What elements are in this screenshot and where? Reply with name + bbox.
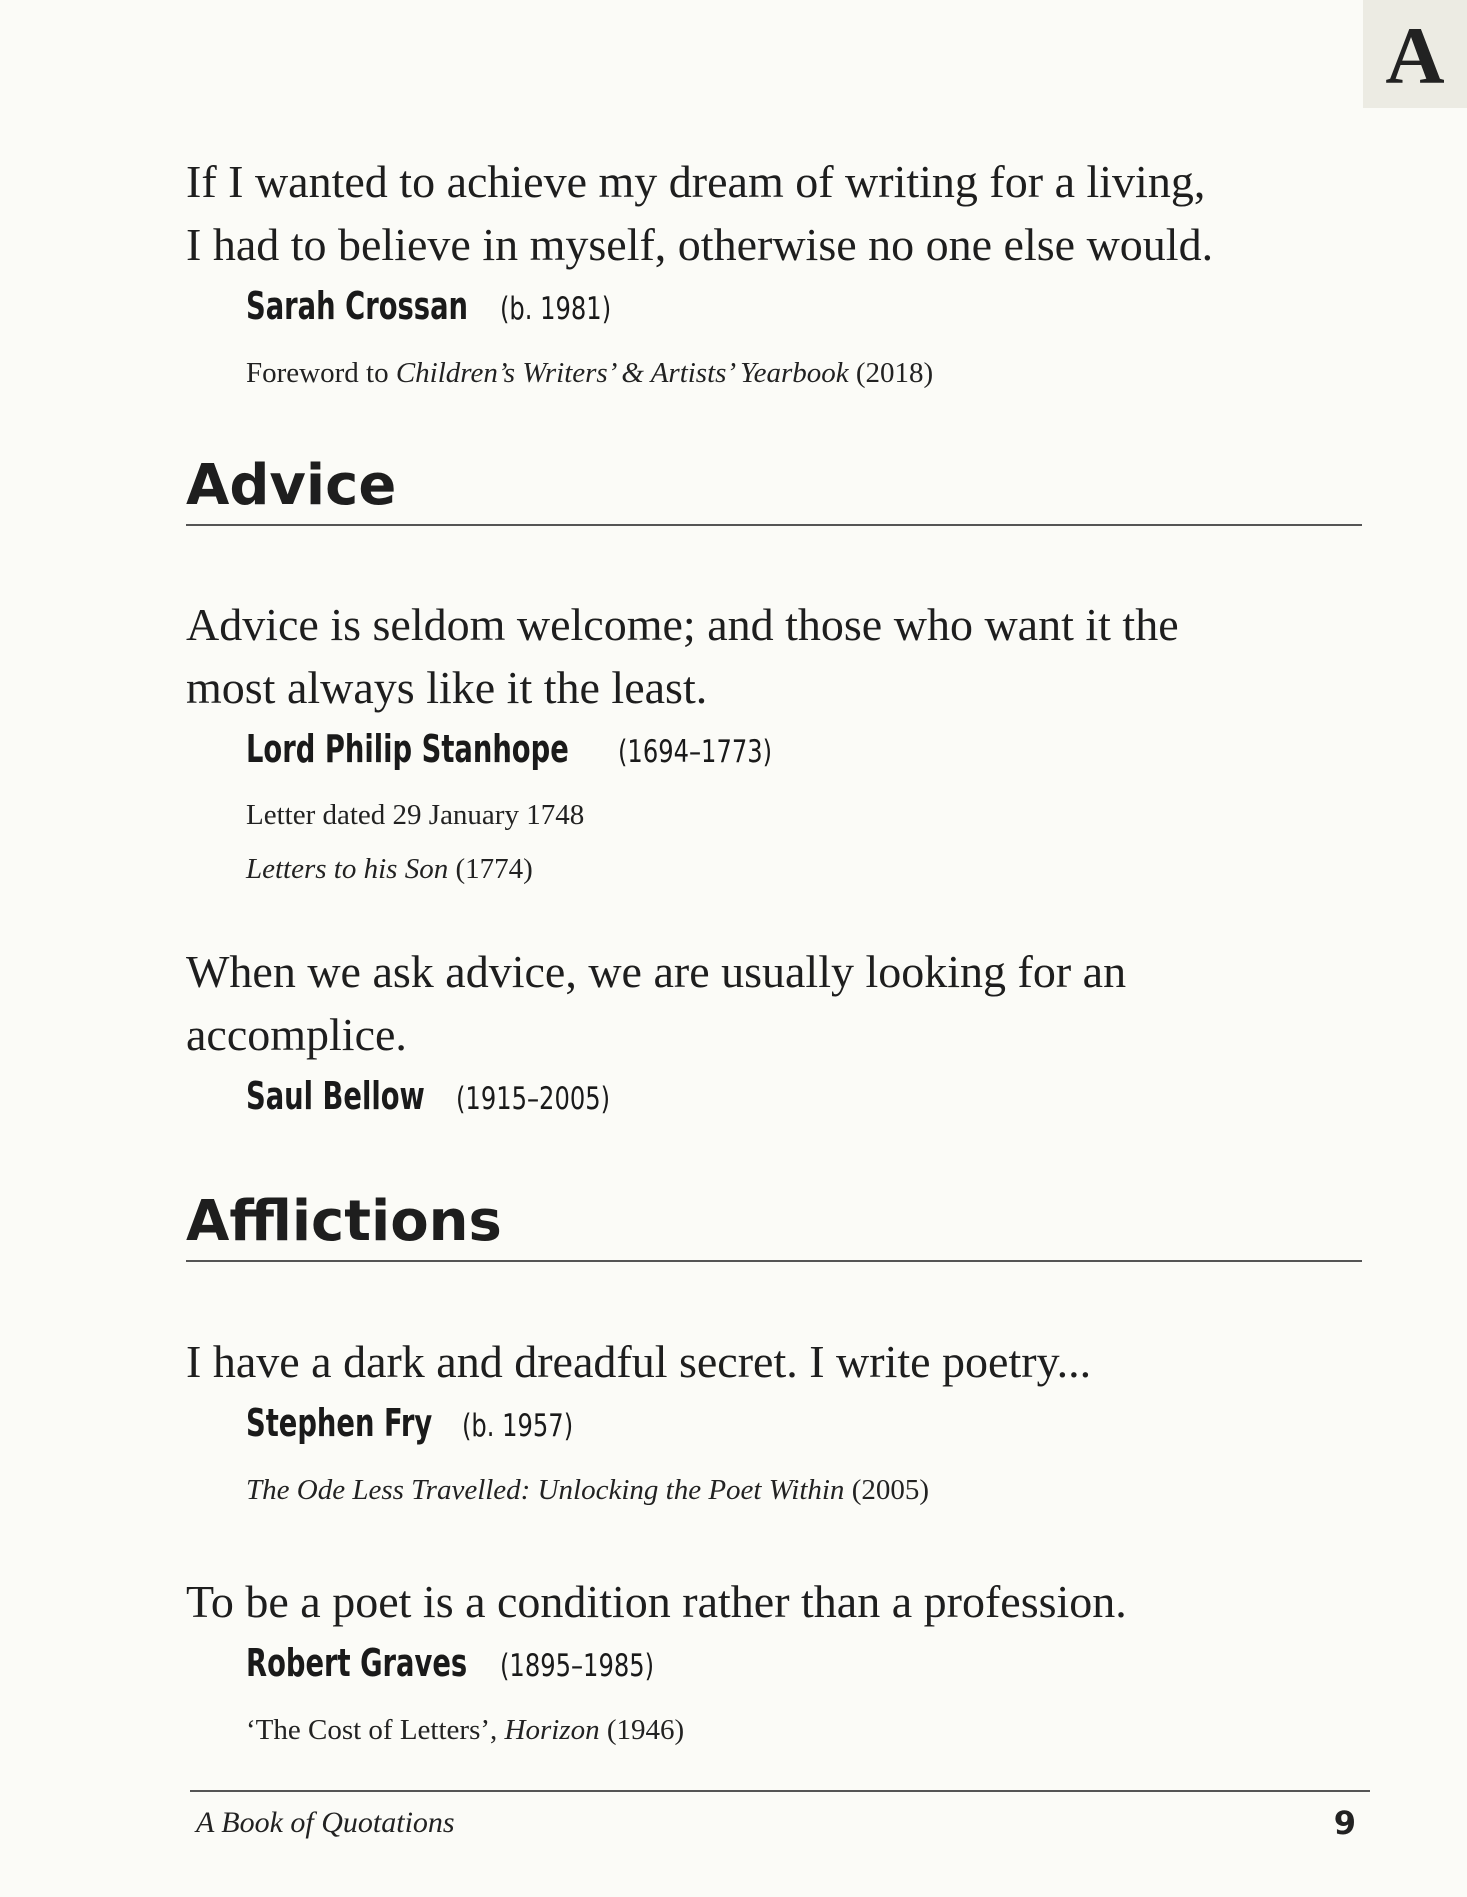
quote-entry-graves [186,1570,1366,1758]
quote-source [246,1702,1366,1758]
chapter-letter-tab [1363,0,1467,108]
quote-text [186,593,1366,719]
author-line [246,1066,1366,1135]
author-name: Robert Graves [246,1641,468,1685]
source-year: (2005) [844,1474,930,1506]
quote-line: I had to believe in myself, otherwise no one else would. [186,219,1214,270]
quote-line: If I wanted to achieve my dream of writing for a living, [186,156,1206,207]
quote-text [186,150,1366,276]
quote-text [186,940,1366,1066]
chapter-letter: A [1385,10,1445,101]
author-name: Lord Philip Stanhope [246,727,569,771]
quote-line: When we ask advice, we are usually looking for an [186,946,1127,997]
author-name: Saul Bellow [246,1074,425,1118]
author-dates: (1895–1985) [500,1648,655,1684]
section-title: Advice [186,453,397,518]
quote-entry-crossan [186,150,1366,401]
source-title: The Ode Less Travelled: Unlocking the Poet Within [246,1474,845,1506]
author-line [246,1633,1366,1702]
quote-line: accomplice. [186,1009,407,1060]
quote-source [246,345,1366,401]
author-dates: (1694–1773) [618,734,773,770]
author-line [246,719,1366,788]
page-number: 9 [1333,1804,1356,1842]
quote-text [186,1330,1366,1393]
quote-entry-fry [186,1330,1366,1518]
source-prefix: Foreword to [246,357,396,389]
author-line [246,1393,1366,1462]
page-footer [190,1790,1370,1852]
source-prefix: ‘The Cost of Letters’, [246,1714,505,1746]
author-dates: (1915–2005) [456,1081,611,1117]
quote-line: I have a dark and dreadful secret. I write poetry... [186,1336,1092,1387]
quote-entry-stanhope [186,593,1366,896]
quote-line: Advice is seldom welcome; and those who want it the [186,599,1179,650]
quote-line: most always like it the least. [186,662,708,713]
section-heading-advice [186,453,1362,526]
section-title: Afflictions [186,1189,502,1254]
quote-line: To be a poet is a condition rather than a profession. [186,1576,1127,1627]
quote-source [246,842,1366,896]
author-line [246,276,1366,345]
author-dates: (b. 1981) [500,291,612,327]
quote-source [246,1462,1366,1518]
quote-source-letter: Letter dated 29 January 1748 [246,799,585,831]
source-title: Letters to his Son [246,853,449,885]
section-heading-afflictions [186,1189,1362,1262]
quote-entry-bellow [186,940,1366,1135]
source-year: (1946) [599,1714,685,1746]
source-title: Children’s Writers’ & Artists’ Yearbook [395,357,849,389]
source-year: (1774) [448,853,533,885]
source-year: (2018) [848,357,934,389]
author-dates: (b. 1957) [462,1408,574,1444]
author-name: Sarah Crossan [246,284,469,328]
quote-text [186,1570,1366,1633]
author-name: Stephen Fry [246,1401,433,1445]
footer-book-title: A Book of Quotations [196,1806,455,1839]
source-title: Horizon [504,1714,600,1746]
